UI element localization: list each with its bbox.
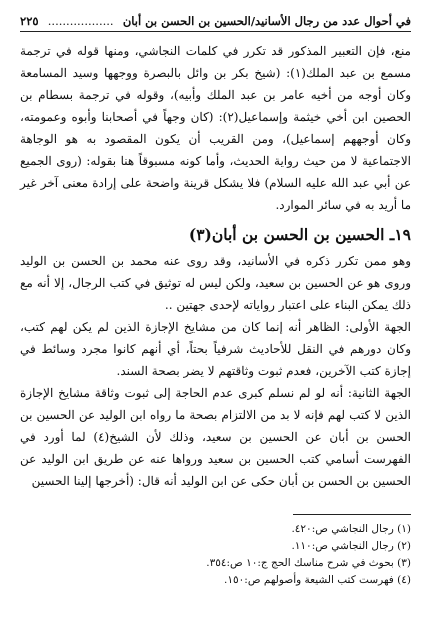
- main-text: [20, 40, 411, 492]
- paragraph: وهو ممن تكرر ذكره في الأسانيد، وقد روى عنه محمد بن الحسن بن الوليد وروى هو عن الحسين بن سعيد، ولكن ليس له توثيق في كتب الرجال، إلا أنه مع ذلك يمكن البناء على اعتبار رواياته لإحدى جهتين ..: [20, 254, 411, 312]
- footnote: (٢) رجال النجاشي ص:١١٠.: [291, 540, 411, 552]
- footnote-separator: [293, 514, 411, 515]
- footnote: (٣) بحوث في شرح مناسك الحج ج:١٠ ص:٣٥٤.: [206, 557, 411, 569]
- header-leader-dots: ..................: [47, 14, 114, 28]
- paragraph: منع، فإن التعبير المذكور قد تكرر في كلمات النجاشي، ومنها قوله في ترجمة مسمع بن عبد الملك(١): (شيخ بكر بن وائل بالبصرة ووجهها وسيد المسامعة وكان أوجه من أخيه عامر بن عبد الملك وأبيه)، وقوله في ترجمة بسطام بن الحصين ابن أخي خيثمة وإسماعيل(٢): (كان وجهاً في أصحابنا وأبوه وعمومته، وكان أوجههم إسماعيل)، ومن القريب أن يكون المقصود به هو الوجاهة الاجتماعية لا من حيث رواية الحديث، وأما كونه مسبوقاً هنا بقوله: (روى الجميع عن أبي عبد الله عليه السلام) فلا يشكل قرينة واضحة على إرادة معنى آخر غير ما أريد به في سائر الموارد.: [20, 44, 412, 212]
- footnote: (٤) فهرست كتب الشيعة وأصولهم ص:١٥٠.: [224, 574, 411, 586]
- page-number: ٢٢٥: [20, 14, 39, 28]
- paragraph: الجهة الثانية: أنه لو لم نسلم كبرى عدم الحاجة إلى ثبوت وثاقة مشايخ الإجازة الذين لا كتب لهم فإنه لا بد من الالتزام بصحة ما رواه ابن الوليد عن الحسين بن الحسن بن أبان عن الحسين بن سعيد، وذلك لأن الشيخ(٤) لما أورد في الفهرست أسامي كتب الحسين بن سعيد ورواها عنه عن طريق ابن الوليد عن الحسين بن الحسن بن أبان حكى عن ابن الوليد أنه قال: (أخرجها إلينا الحسين: [20, 386, 412, 488]
- page-header: [20, 14, 411, 32]
- footnotes: [20, 521, 411, 589]
- running-title: في أحوال عدد من رجال الأسانيد/الحسين بن الحسن بن أبان: [122, 14, 411, 28]
- section-heading: ١٩ـ الحسين بن الحسن بن أبان(٣): [188, 225, 411, 244]
- paragraph: الجهة الأولى: الظاهر أنه إنما كان من مشايخ الإجازة الذين لم يكن لهم كتب، وكان دورهم في النقل للأحاديث شرفياً بحتاً، أي أنهم كانوا مجرد وسائط في إجازة كتب الآخرين، فعدم ثبوت وثاقتهم لا يضر بصحة السند.: [20, 320, 411, 378]
- footnote: (١) رجال النجاشي ص:٤٢٠.: [291, 523, 411, 535]
